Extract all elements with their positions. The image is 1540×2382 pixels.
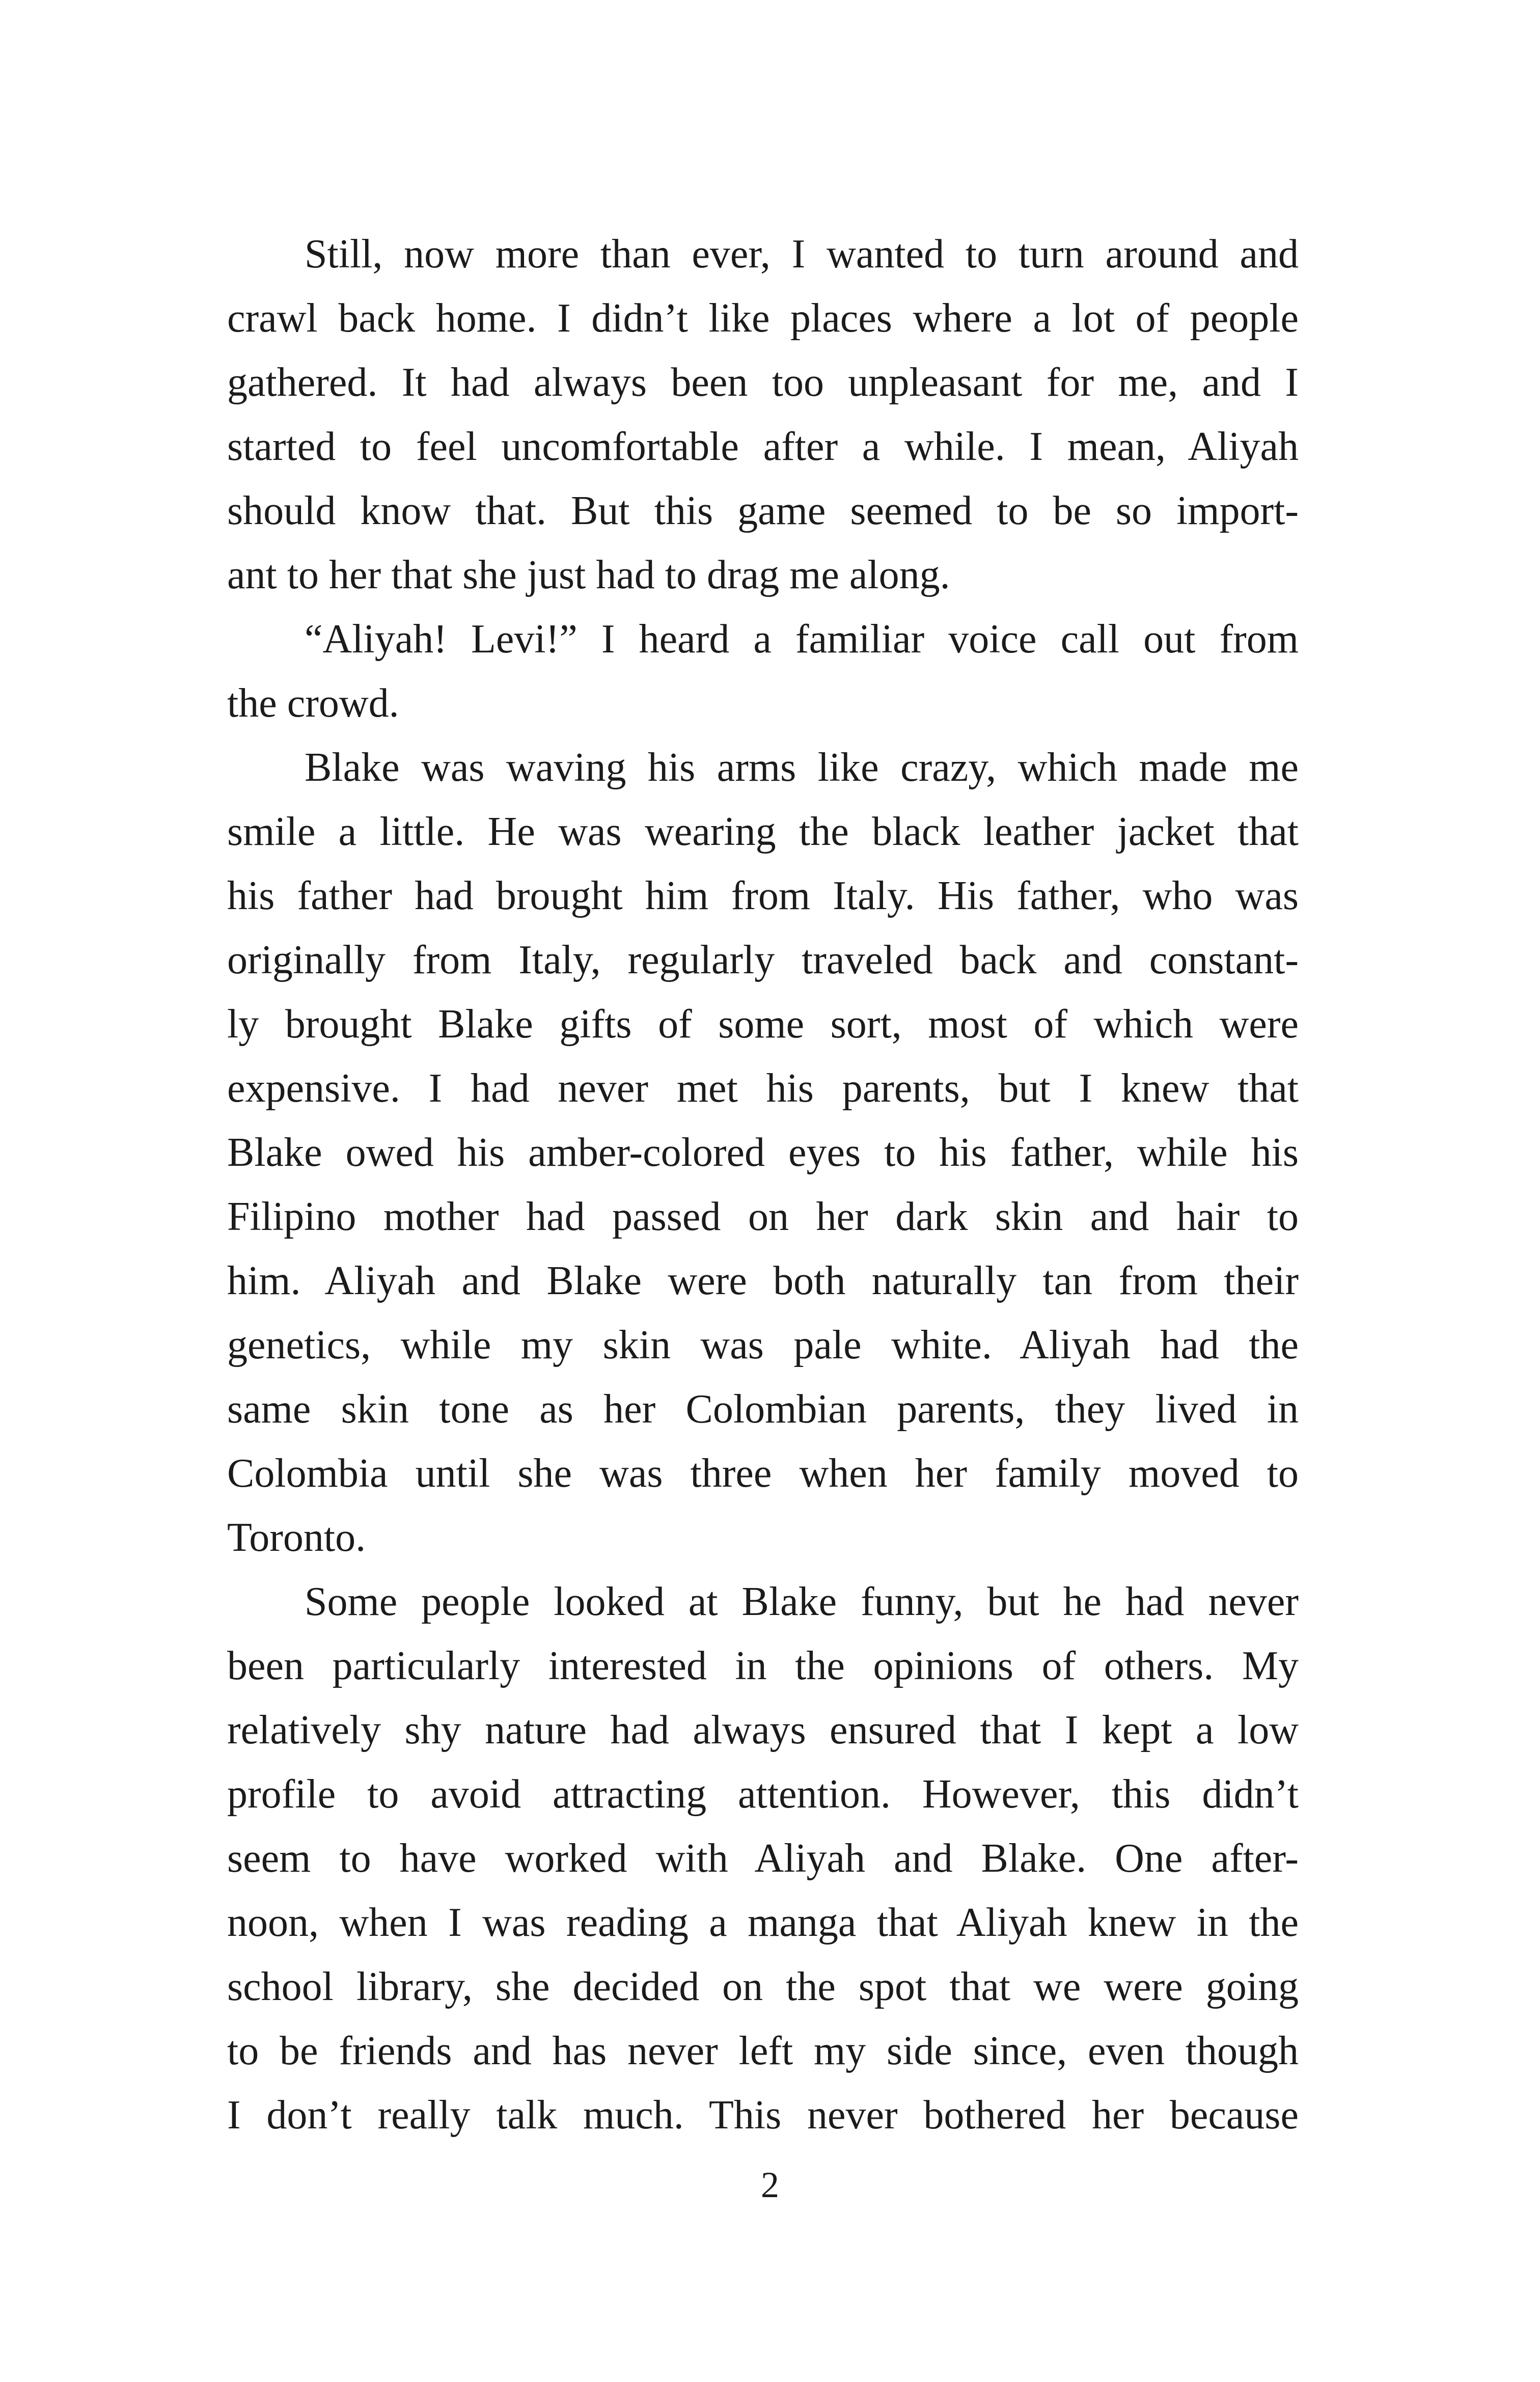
text-line: should know that. But this game seemed to be so import- (227, 488, 1299, 533)
text-line: crawl back home. I didn’t like places where a lot of people (227, 296, 1299, 341)
text-line: Toronto. (227, 1515, 366, 1560)
text-line: Filipino mother had passed on her dark skin and hair to (227, 1194, 1299, 1239)
text-line: smile a little. He was wearing the black leather jacket that (227, 809, 1299, 854)
text-line: expensive. I had never met his parents, but I knew that (227, 1066, 1299, 1111)
text-line: noon, when I was reading a manga that Aliyah knew in the (227, 1900, 1299, 1945)
text-line: him. Aliyah and Blake were both naturally tan from their (227, 1258, 1299, 1303)
text-line: gathered. It had always been too unpleasant for me, and I (227, 360, 1299, 405)
text-line: started to feel uncomfortable after a while. I mean, Aliyah (227, 424, 1299, 469)
text-line: Some people looked at Blake funny, but he had never (305, 1579, 1299, 1624)
text-line: ly brought Blake gifts of some sort, most of which were (227, 1002, 1299, 1047)
text-line: ant to her that she just had to drag me along. (227, 553, 950, 597)
text-line: his father had brought him from Italy. His father, who was (227, 873, 1299, 918)
page-number: 2 (761, 2165, 779, 2205)
text-line: relatively shy nature had always ensured that I kept a low (227, 1708, 1299, 1753)
text-line: Colombia until she was three when her family moved to (227, 1451, 1299, 1496)
text-line: the crowd. (227, 681, 399, 726)
text-line: same skin tone as her Colombian parents, they lived in (227, 1387, 1299, 1432)
text-line: Still, now more than ever, I wanted to turn around and (305, 232, 1299, 277)
text-line: been particularly interested in the opinions of others. My (227, 1644, 1299, 1688)
text-line: Blake owed his amber-colored eyes to his father, while his (227, 1130, 1299, 1175)
text-line: originally from Italy, regularly traveled back and constant- (227, 938, 1299, 982)
text-line: seem to have worked with Aliyah and Blake. One after- (227, 1836, 1299, 1881)
text-line: “Aliyah! Levi!” I heard a familiar voice call out from (305, 617, 1299, 662)
text-line: to be friends and has never left my side since, even though (227, 2029, 1299, 2073)
text-line: I don’t really talk much. This never bothered her because (227, 2093, 1299, 2138)
text-line: Blake was waving his arms like crazy, which made me (305, 745, 1299, 790)
text-line: school library, she decided on the spot that we were going (227, 1964, 1299, 2009)
body-text (227, 222, 1299, 2147)
text-line: genetics, while my skin was pale white. Aliyah had the (227, 1323, 1299, 1367)
text-line: profile to avoid attracting attention. However, this didn’t (227, 1772, 1299, 1817)
